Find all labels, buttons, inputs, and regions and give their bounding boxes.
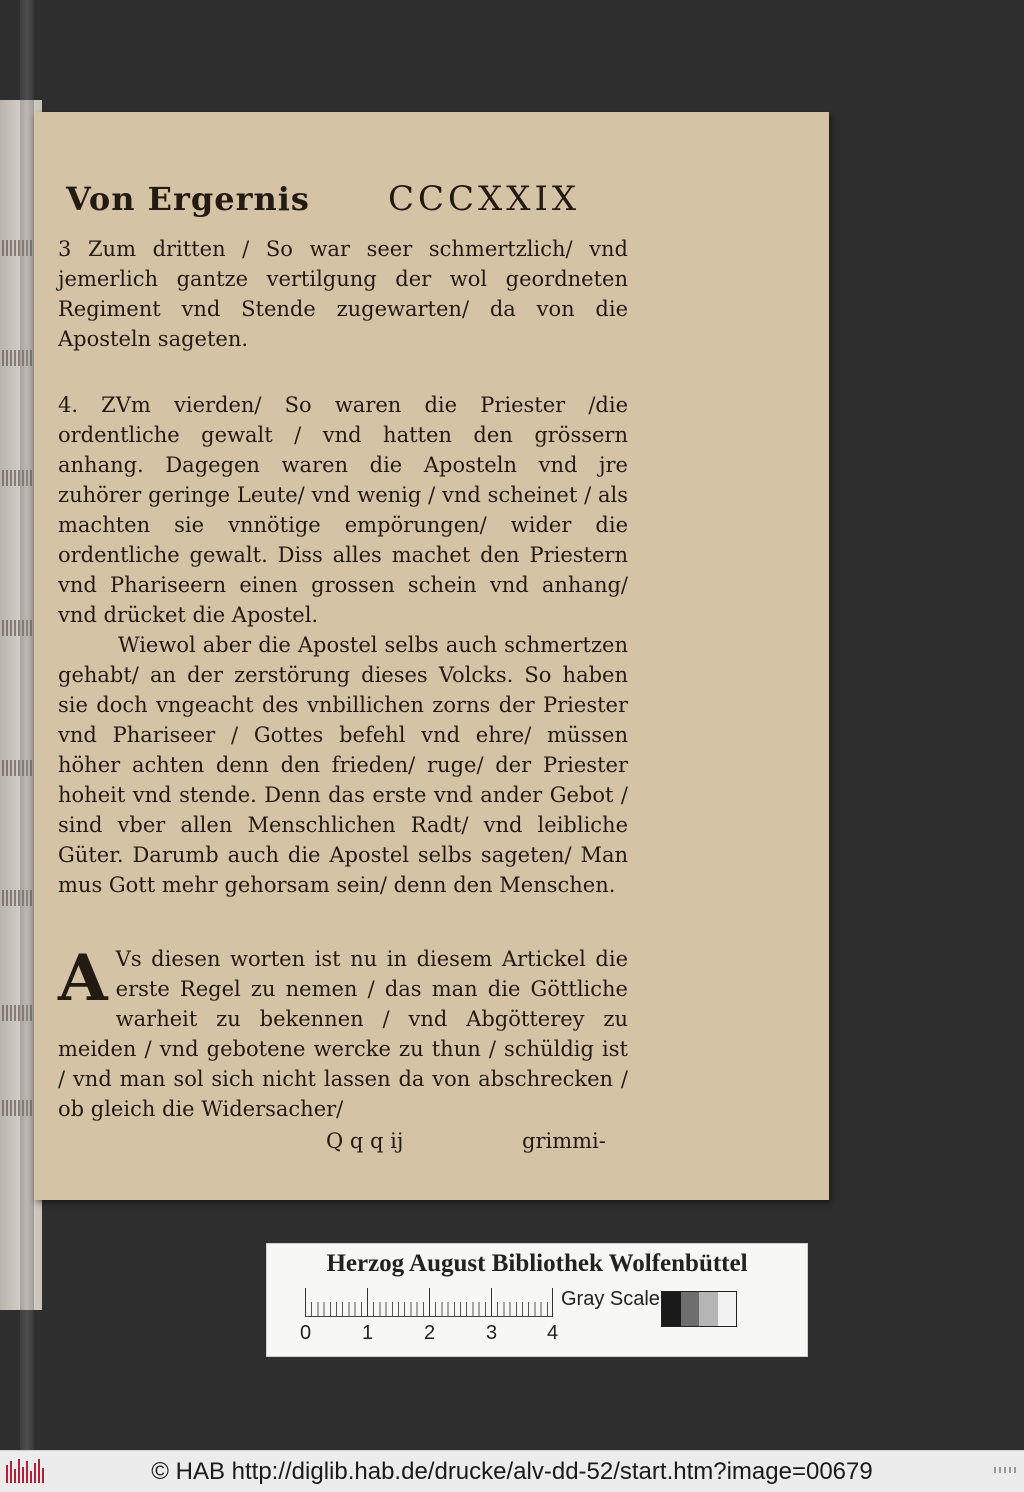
grayscale-label: Gray Scale [561, 1288, 660, 1310]
ruler-label-3: 3 [486, 1322, 498, 1344]
book-spine [20, 0, 34, 1450]
paragraph-wiewol: Wiewol aber die Apostel selbs auch schmertzen gehabt/ an der zerstörung dieses Volcks. So haben sie doch vngeacht des vnbillichen zorns der Priester vnd Phariseer / Gottes befehl vnd ehre/ müssen höher achten denn den frieden/ ruge/ der Priester hoheit vnd stende. Denn das erste vnd ander Gebot / sind vber allen Menschlichen Radt/ vnd leibliche Güter. Darumb auch die Apostel selbs sageten/ Man mus Gott mehr gehorsam sein/ denn den Menschen. [58, 633, 628, 897]
grayscale-patch [718, 1292, 737, 1326]
scanned-page [34, 112, 829, 1200]
decorated-initial: A [58, 941, 108, 1016]
status-bar [0, 1450, 1024, 1492]
initial-paragraph [58, 941, 628, 1124]
grayscale-patch [699, 1292, 718, 1326]
page-footer [58, 1126, 628, 1160]
signature-mark: Q q q ij [326, 1129, 404, 1153]
library-name: Herzog August Bibliothek Wolfenbüttel [326, 1250, 748, 1277]
ruler-label-2: 2 [424, 1322, 436, 1344]
ruler-label-4: 4 [547, 1322, 559, 1344]
color-calibration-card [266, 1243, 808, 1357]
paragraph-3: 3 Zum dritten / So war seer schmertzlich/ vnd jemerlich gantze vertilgung der wol geordneten Regiment vnd Stende zugewarten/ da von die Aposteln sageten. [58, 237, 628, 351]
ruler-label-1: 1 [362, 1322, 374, 1344]
grayscale-patch [681, 1292, 700, 1326]
more-icon[interactable] [994, 1467, 1016, 1473]
initial-paragraph-text: Vs diesen worten ist nu in diesem Artickel die erste Regel zu nemen / das man die Göttliche warheit zu bekennen / vnd Abgötterey zu meiden / vnd gebotene wercke zu thun / schüldig ist / vnd man sol sich nicht lassen da von abschrecken / ob gleich die Widersacher/ [58, 947, 628, 1121]
folio-number: CCCXXIX [388, 179, 581, 219]
catchword: grimmi- [522, 1129, 606, 1153]
page-header [58, 179, 628, 234]
scale-ruler [305, 1288, 553, 1317]
ruler-label-0: 0 [300, 1322, 312, 1344]
copyright-link[interactable]: © HAB http://diglib.hab.de/drucke/alv-dd-52/start.htm?image=00679 [151, 1458, 873, 1485]
paragraph-4: 4. ZVm vierden/ So waren die Priester /die ordentliche gewalt / vnd hatten den grössern anhang. Dagegen waren die Aposteln vnd jre zuhörer geringe Leute/ vnd wenig / vnd scheinet / als machten sie vnnötige empörungen/ wider die ordentliche gewalt. Diss alles machet den Priestern vnd Phariseern einen grossen schein vnd anhang/ vnd drücket die Apostel. [58, 393, 628, 627]
running-head: Von Ergernis [66, 180, 310, 218]
page-text-block [58, 179, 628, 1160]
grayscale-patch [662, 1292, 681, 1326]
grayscale-patches [661, 1291, 737, 1327]
